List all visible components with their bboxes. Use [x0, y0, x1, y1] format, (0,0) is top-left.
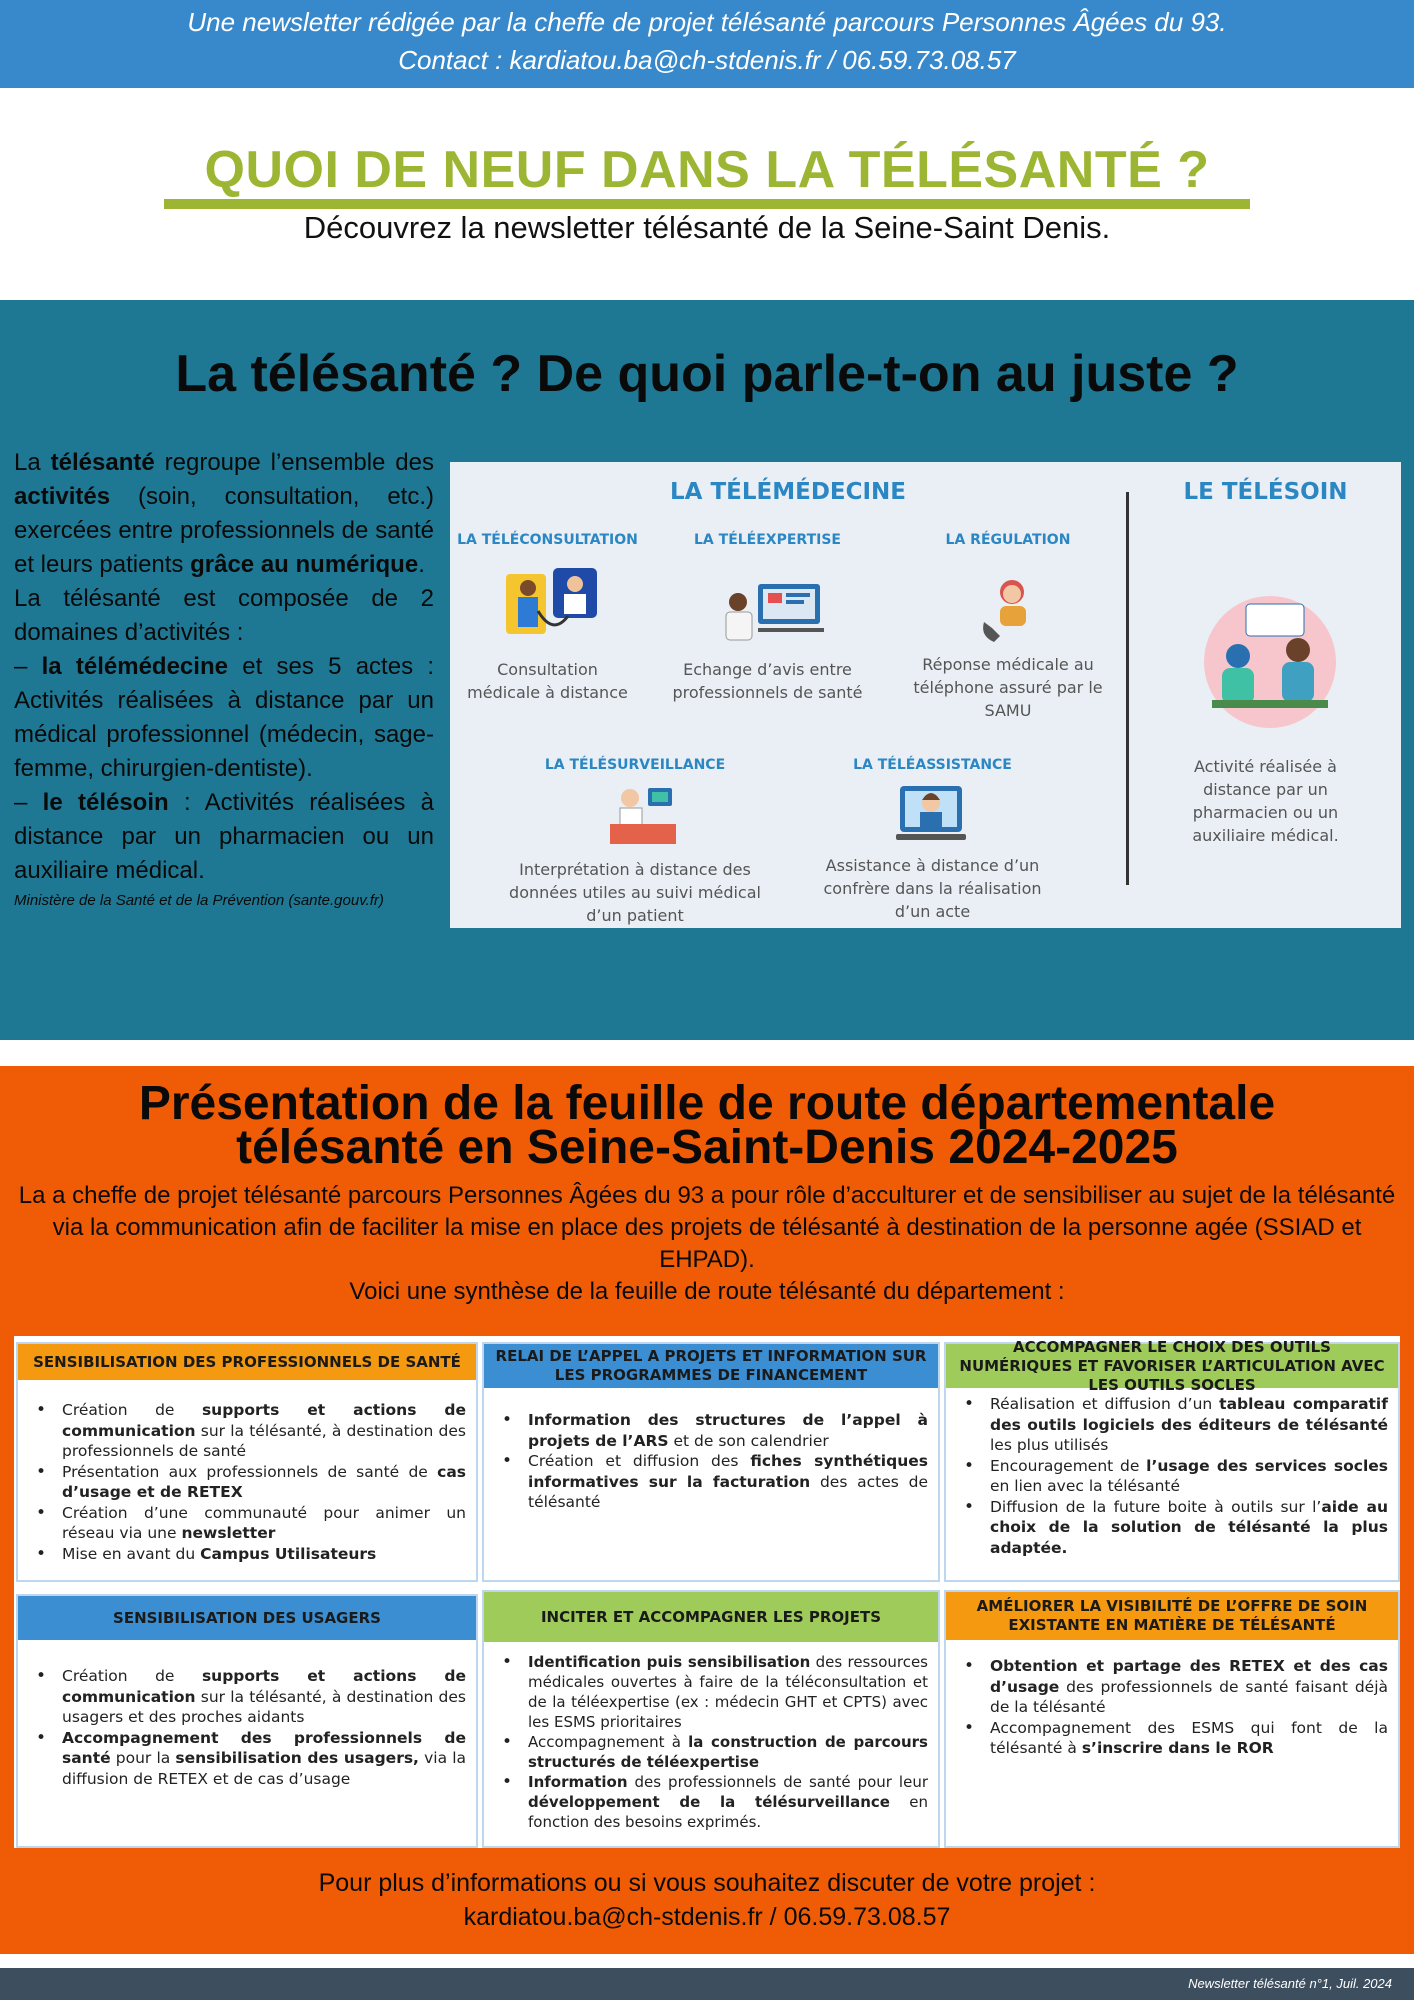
teleconsultation-icon — [498, 566, 608, 644]
teleassistance-icon — [896, 784, 966, 848]
regulation-text: Réponse médicale au téléphone assuré par le SAMU — [913, 655, 1103, 720]
definition-text — [14, 446, 434, 912]
card-header: RELAI DE L’APPEL A PROJETS ET INFORMATION SUR LES PROGRAMMES DE FINANCEMENT — [484, 1344, 938, 1388]
contact-block — [0, 1866, 1414, 1934]
teleconsultation-title: LA TÉLÉCONSULTATION — [457, 532, 638, 548]
definition-paragraph-1: La télésanté regroupe l’ensemble des activités (soin, consultation, etc.) exercées entre professionnels de santé et leurs patients grâce au numérique. — [14, 449, 434, 578]
telesurveillance-title: LA TÉLÉSURVEILLANCE — [544, 757, 726, 773]
card-bullet-item: • Présentation aux professionnels de santé de cas d’usage et de RETEX — [32, 1462, 466, 1503]
teleassistance-text: Assistance à distance d’un confrère dans la réalisation d’un acte — [823, 856, 1042, 921]
telemedecine-title: LA TÉLÉMÉDECINE — [669, 479, 907, 505]
telesoin-definition: – le télésoin : Activités réalisées à distance par un pharmacien ou un auxiliaire médical. — [14, 789, 434, 884]
card-bullet-item: • Création et diffusion des fiches synthétiques informatives sur la facturation des actes de télésanté — [498, 1451, 928, 1513]
roadmap-grid — [14, 1336, 1400, 1848]
card-list — [498, 1652, 928, 1832]
card-bullet-item: • Accompagnement à la construction de parcours structurés de téléexpertise — [498, 1732, 928, 1772]
card-projets — [482, 1590, 940, 1848]
telesante-infographic — [450, 462, 1401, 928]
issue-label: Newsletter télésanté n°1, Juil. 2024 — [1188, 1976, 1392, 1991]
card-bullet-item: • Encouragement de l’usage des services socles en lien avec la télésanté — [960, 1456, 1388, 1497]
card-bullet-item: • Identification puis sensibilisation des ressources médicales ouvertes à faire de la téléconsultation et de la téléexpertise (ex : médecin GHT et CPTS) avec les ESMS prioritaires — [498, 1652, 928, 1732]
regulation-title: LA RÉGULATION — [945, 532, 1071, 548]
card-bullet-item: • Diffusion de la future boite à outils sur l’aide au choix de la solution de télésanté la plus adaptée. — [960, 1497, 1388, 1559]
teleexpertise-title: LA TÉLÉEXPERTISE — [694, 532, 841, 548]
card-header: SENSIBILISATION DES USAGERS — [18, 1596, 476, 1640]
card-bullet-item: • Mise en avant du Campus Utilisateurs — [32, 1544, 466, 1565]
definition-paragraph-2: La télésanté est composée de 2 domaines d’activités : — [14, 585, 434, 646]
footer-bar — [0, 1968, 1414, 2000]
card-appel-projets — [482, 1342, 940, 1582]
infographic-divider — [1126, 492, 1129, 885]
banner-line-1: Une newsletter rédigée par la cheffe de projet télésanté parcours Personnes Âgées du 93. — [187, 7, 1227, 37]
banner-contact-line[interactable]: Contact : kardiatou.ba@ch-stdenis.fr / 06.59.73.08.57 — [398, 45, 1016, 75]
roadmap-heading: Présentation de la feuille de route départementale télésanté en Seine-Saint-Denis 2024-2025 — [138, 1077, 1276, 1174]
newsletter-header — [0, 88, 1414, 300]
teleconsultation-text: Consultation médicale à distance — [467, 660, 628, 702]
card-list — [32, 1400, 466, 1564]
card-professionnels — [16, 1342, 478, 1582]
telemedecine-definition: – la télémédecine et ses 5 actes : Activités réalisées à distance par un médical professionnel (médecin, sage-femme, chirurgien-dentiste). — [14, 653, 434, 782]
card-header: INCITER ET ACCOMPAGNER LES PROJETS — [484, 1592, 938, 1642]
source-citation: Ministère de la Santé et de la Prévention (sante.gouv.fr) — [14, 892, 384, 909]
contact-details[interactable]: kardiatou.ba@ch-stdenis.fr / 06.59.73.08.57 — [463, 1903, 951, 1931]
card-visibilite — [944, 1590, 1400, 1848]
telesurveillance-text: Interprétation à distance des données utiles au suivi médical d’un patient — [509, 860, 761, 925]
card-outils-numeriques — [944, 1337, 1400, 1582]
phone-icon — [978, 576, 1042, 646]
contact-invitation: Pour plus d’informations ou si vous souhaitez discuter de votre projet : — [318, 1869, 1096, 1897]
newsletter-subtitle: Découvrez la newsletter télésanté de la Seine-Saint Denis. — [303, 210, 1111, 245]
card-bullet-item: • Accompagnement des professionnels de santé pour la sensibilisation des usagers, via la diffusion de RETEX et de cas d’usage — [32, 1728, 466, 1790]
card-header: AMÉLIORER LA VISIBILITÉ DE L’OFFRE DE SOIN EXISTANTE EN MATIÈRE DE TÉLÉSANTÉ — [946, 1592, 1398, 1640]
card-header: SENSIBILISATION DES PROFESSIONNELS DE SANTÉ — [18, 1344, 476, 1380]
card-header: ACCOMPAGNER LE CHOIX DES OUTILS NUMÉRIQUES ET FAVORISER L’ARTICULATION AVEC LES OUTILS SOCLES — [946, 1344, 1398, 1388]
card-bullet-item: • Création de supports et actions de communication sur la télésanté, à destination des professionnels de santé — [32, 1400, 466, 1462]
card-bullet-item: • Obtention et partage des RETEX et des cas d’usage des professionnels de santé faisant déjà de la télésanté — [960, 1656, 1388, 1718]
card-list — [32, 1666, 466, 1789]
card-bullet-item: • Réalisation et diffusion d’un tableau comparatif des outils logiciels des éditeurs de télésanté les plus utilisés — [960, 1394, 1388, 1456]
definition-heading: La télésanté ? De quoi parle-t-on au juste ? — [175, 345, 1239, 403]
telesurveillance-icon — [608, 784, 678, 846]
newsletter-title: QUOI DE NEUF DANS LA TÉLÉSANTÉ ? — [204, 141, 1210, 199]
top-banner — [0, 0, 1414, 88]
teleassistance-title: LA TÉLÉASSISTANCE — [853, 757, 1012, 773]
card-bullet-item: • Information des professionnels de santé pour leur développement de la télésurveillance en fonction des besoins exprimés. — [498, 1772, 928, 1832]
card-bullet-item: • Accompagnement des ESMS qui font de la télésanté à s’inscrire dans le ROR — [960, 1718, 1388, 1759]
card-list — [498, 1410, 928, 1513]
card-bullet-item: • Création de supports et actions de communication sur la télésanté, à destination des usagers et des proches aidants — [32, 1666, 466, 1728]
title-underline — [164, 199, 1250, 209]
card-usagers — [16, 1594, 478, 1848]
telesoin-illustration — [1190, 592, 1350, 732]
teleexpertise-icon — [718, 580, 828, 644]
roadmap-intro: La a cheffe de projet télésanté parcours Personnes Âgées du 93 a pour rôle d’acculturer et de sensibiliser au sujet de la télésanté via la communication afin de faciliter la mise en place des projets de télésanté à destination de la personne agée (SSIAD et EHPAD). Voici une synthèse de la feuille de route télésanté du département : — [18, 1182, 1396, 1305]
telesoin-title: LE TÉLÉSOIN — [1183, 479, 1348, 505]
card-list — [960, 1394, 1388, 1558]
card-list — [960, 1656, 1388, 1759]
teleexpertise-text: Echange d’avis entre professionnels de santé — [672, 660, 863, 702]
card-bullet-item: • Information des structures de l’appel à projets de l’ARS et de son calendrier — [498, 1410, 928, 1451]
card-bullet-item: • Création d’une communauté pour animer un réseau via une newsletter — [32, 1503, 466, 1544]
telesoin-text: Activité réalisée à distance par un pharmacien ou un auxiliaire médical. — [1192, 757, 1339, 845]
